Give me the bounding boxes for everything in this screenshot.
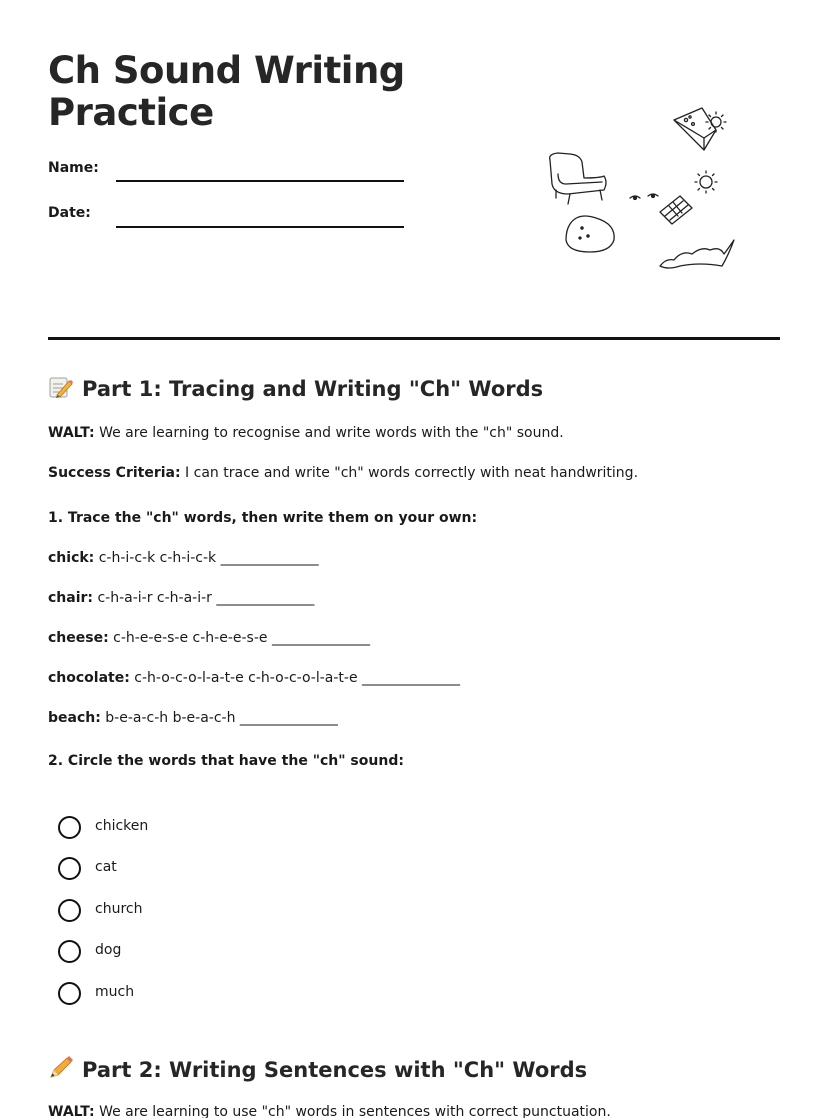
date-label: Date:: [48, 205, 91, 221]
part1-sc-text: I can trace and write "ch" words correctly with neat handwriting.: [180, 465, 639, 481]
part1-success-criteria: [48, 465, 638, 481]
name-label: Name:: [48, 160, 99, 176]
wave-icon: [660, 240, 734, 268]
choice-label: cat: [95, 859, 117, 875]
name-field[interactable]: [116, 180, 404, 182]
trace-word-row: [48, 630, 370, 646]
sun-small-icon: [695, 171, 717, 193]
part2-heading-text: Part 2: Writing Sentences with "Ch" Words: [82, 1058, 588, 1082]
part2-heading: [48, 1056, 587, 1085]
potato-icon: [566, 216, 614, 252]
part2-walt-text: We are learning to use "ch" words in sentences with correct punctuation.: [94, 1104, 611, 1118]
trace-word-row: [48, 550, 319, 566]
word-trace[interactable]: c-h-o-c-o-l-a-t-e c-h-o-c-o-l-a-t-e ______________: [129, 670, 461, 686]
part1-heading-text: Part 1: Tracing and Writing "Ch" Words: [82, 377, 544, 401]
choice-label: chicken: [95, 818, 149, 834]
question-1-text: 1. Trace the "ch" words, then write them on your own:: [48, 510, 478, 526]
choice-label: dog: [95, 942, 122, 958]
radio-circle-icon[interactable]: [58, 940, 81, 963]
word-trace[interactable]: c-h-e-e-s-e c-h-e-e-s-e ______________: [108, 630, 370, 646]
part2-walt-label: WALT:: [48, 1104, 95, 1118]
word-trace[interactable]: b-e-a-c-h b-e-a-c-h ______________: [100, 710, 338, 726]
radio-circle-icon[interactable]: [58, 899, 81, 922]
eyes-icon: [630, 194, 658, 200]
part1-walt-label: WALT:: [48, 425, 95, 441]
pencil-icon: [48, 1056, 74, 1085]
title-line-1: Ch Sound Writing: [48, 49, 405, 92]
trace-word-row: [48, 670, 460, 686]
word-label: cheese:: [48, 630, 109, 646]
trace-word-row: [48, 590, 314, 606]
radio-circle-icon[interactable]: [58, 857, 81, 880]
page-title: [48, 50, 405, 134]
word-trace[interactable]: c-h-i-c-k c-h-i-c-k ______________: [94, 550, 319, 566]
title-line-2: Practice: [48, 91, 214, 134]
part1-heading: [48, 375, 543, 404]
memo-icon: [48, 375, 74, 404]
word-label: beach:: [48, 710, 101, 726]
illustration: [540, 100, 750, 280]
trace-word-row: [48, 710, 338, 726]
word-label: chick:: [48, 550, 95, 566]
radio-circle-icon[interactable]: [58, 816, 81, 839]
chair-icon: [550, 153, 606, 204]
part1-walt-text: We are learning to recognise and write words with the "ch" sound.: [94, 425, 564, 441]
part1-walt: [48, 425, 564, 441]
question-2: [48, 753, 404, 769]
section-divider: [48, 337, 780, 340]
date-field[interactable]: [116, 226, 404, 228]
word-label: chair:: [48, 590, 94, 606]
part1-sc-label: Success Criteria:: [48, 465, 181, 481]
choice-label: church: [95, 901, 143, 917]
question-1: [48, 510, 477, 526]
word-trace[interactable]: c-h-a-i-r c-h-a-i-r ______________: [93, 590, 315, 606]
part2-walt: [48, 1104, 611, 1118]
question-2-text: 2. Circle the words that have the "ch" sound:: [48, 753, 404, 769]
choice-label: much: [95, 984, 135, 1000]
radio-circle-icon[interactable]: [58, 982, 81, 1005]
word-label: chocolate:: [48, 670, 130, 686]
chocolate-icon: [660, 196, 692, 224]
